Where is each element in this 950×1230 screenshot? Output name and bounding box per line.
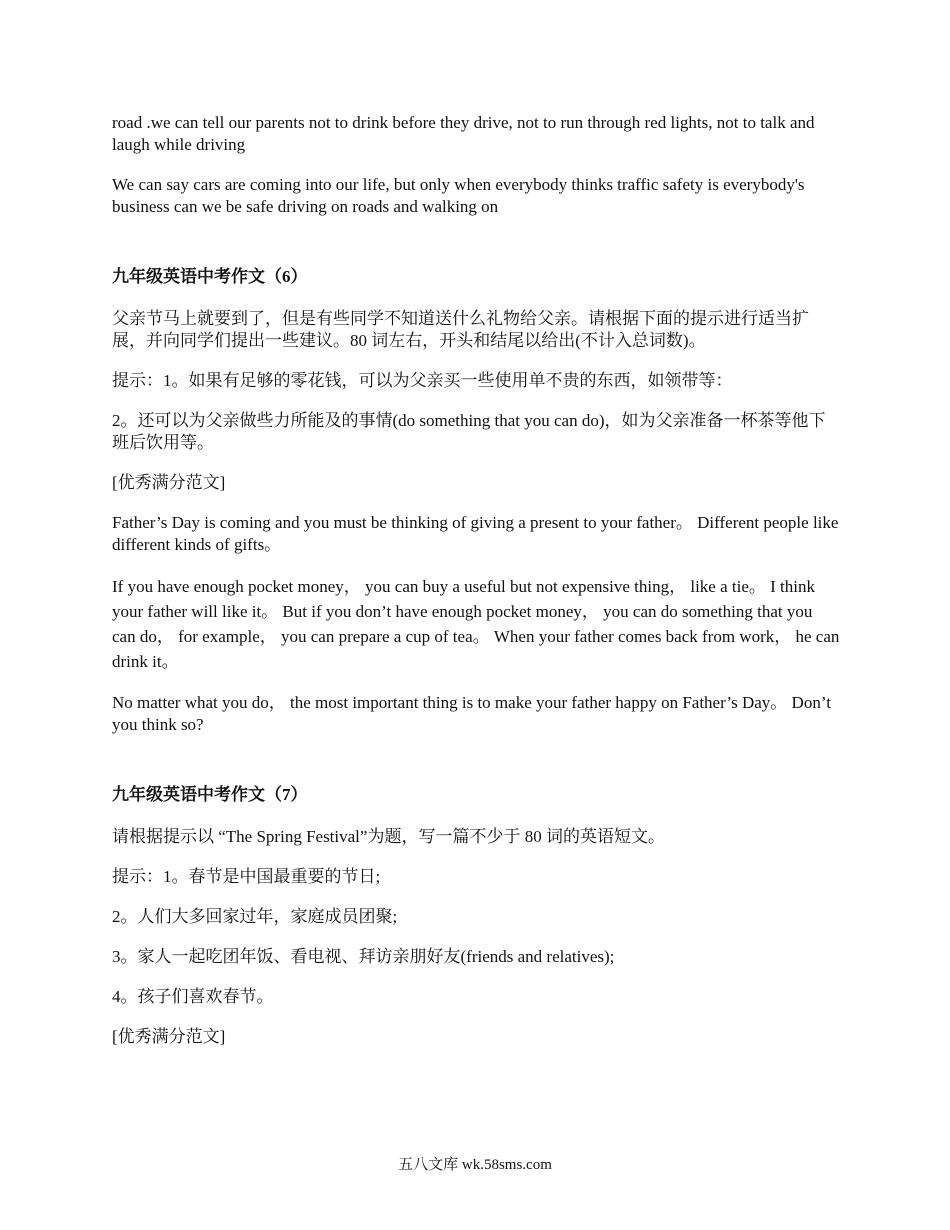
section6-essay-paragraph-1: Father’s Day is coming and you must be thinking of giving a present to your father。 Different people like different kinds of gifts。 xyxy=(112,513,839,554)
section6-essay-paragraph-2: If you have enough pocket money， you can buy a useful but not expensive thing， like a tie。 I think your father will like it。 But if you don’t have enough pocket money， you can do something that you can do， for example， you can prepare a cup of tea。 When your father comes back from work， he can drink it。 xyxy=(112,577,840,671)
section6-essay-paragraph-3: No matter what you do， the most important thing is to make your father happy on Father’s Day。 Don’t you think so? xyxy=(112,693,831,734)
section6-prompt: 父亲节马上就要到了，但是有些同学不知道送什么礼物给父亲。请根据下面的提示进行适当扩展，并向同学们提出一些建议。80 词左右，开头和结尾以给出(不计入总词数)。 xyxy=(112,309,809,350)
section6-heading: 九年级英语中考作文（6） xyxy=(112,267,308,286)
section5-paragraph-1: road .we can tell our parents not to drink before they drive, not to run through red lights, not to talk and laugh while driving xyxy=(112,113,815,154)
section7-hint-4: 4。孩子们喜欢春节。 xyxy=(112,987,274,1006)
section5-paragraph-2: We can say cars are coming into our life, but only when everybody thinks traffic safety is everybody's business can we be safe driving on roads and walking on xyxy=(112,175,805,216)
section7-hint-3: 3。家人一起吃团年饭、看电视、拜访亲朋好友(friends and relatives); xyxy=(112,947,615,966)
section6-hint-1: 提示：1。如果有足够的零花钱，可以为父亲买一些使用单不贵的东西，如领带等： xyxy=(112,371,733,390)
section6-hint-2: 2。还可以为父亲做些力所能及的事情(do something that you can do)，如为父亲准备一杯茶等他下班后饮用等。 xyxy=(112,411,826,452)
document-page xyxy=(112,112,840,1066)
section7-sample-label: [优秀满分范文] xyxy=(112,1027,226,1046)
page-footer: 五八文库 wk.58sms.com xyxy=(398,1157,552,1173)
section6-sample-label: [优秀满分范文] xyxy=(112,473,226,492)
section7-heading: 九年级英语中考作文（7） xyxy=(112,785,308,804)
section7-hint-1: 提示：1。春节是中国最重要的节日; xyxy=(112,867,381,886)
section7-prompt: 请根据提示以 “The Spring Festival”为题，写一篇不少于 80 词的英语短文。 xyxy=(112,827,665,846)
section7-hint-2: 2。人们大多回家过年，家庭成员团聚; xyxy=(112,907,398,926)
